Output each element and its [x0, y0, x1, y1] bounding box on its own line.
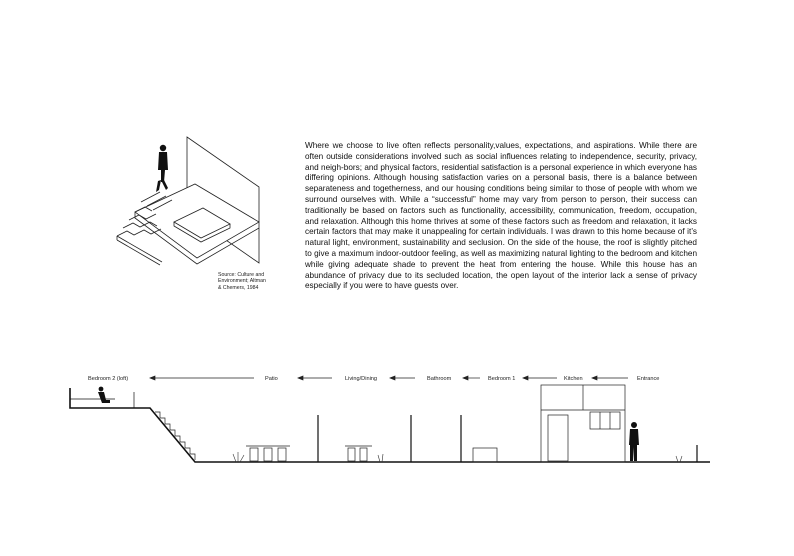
essay-paragraph: Where we choose to live often reflects personality,values, expectations, and aspirations. While there are often outside considerations involved such as social influences relating to independence, security, privacy, and neigh-bors; and physical factors, residential satisfaction is a personal experience in which everyone has differing opinions. Although housing satisfaction varies on a personal basis, there is a balance between separateness and togetherness, and our housing conditions being similar to those of people with whom we surround ourselves with. While a “successful” home may vary from person to person, their success can traditionally be based on factors such as functionality, accessibility, communication, freedom, occupation, and relaxation. Although this home thrives at some of these factors such as freedom and relaxation, it lacks certain factors that may make it unappealing for certain individuals. I was drawn to this home because of it’s natural light, environment, sustainability and seclusion. On the side of the house, the roof is slightly pitched to give a maximum indoor-outdoor feeling, as well as maximizing natural lighting to the bedroom and kitchen while giving adequate shade to prevent the heat from entering the house. While this house has an abundance of privacy due to its secluded location, the open layout of the interior lack a sense of privacy especially if you were to have guests over. — [305, 141, 697, 291]
entrance-person-icon — [629, 422, 639, 461]
section-ground-line — [70, 388, 710, 462]
section-walls — [318, 415, 697, 462]
label-bedroom-2: Bedroom 2 (loft) — [88, 376, 129, 382]
section-kitchen — [541, 385, 625, 462]
label-kitchen: Kitchen — [564, 376, 583, 382]
section-table-chairs — [246, 446, 497, 462]
plant-icon — [233, 452, 682, 462]
section-labels — [88, 376, 659, 382]
label-entrance: Entrance — [637, 376, 660, 382]
label-patio: Patio — [265, 376, 278, 382]
loft-person-icon — [98, 387, 110, 403]
section-stair-steps — [155, 412, 195, 460]
label-bathroom: Bathroom — [427, 376, 452, 382]
section-arrows — [150, 376, 628, 380]
label-living-dining: Living/Dining — [345, 376, 378, 382]
label-bedroom-1: Bedroom 1 — [488, 376, 516, 382]
source-citation: Source: Culture and Environment; Altman & Chemers, 1984 — [218, 272, 266, 291]
